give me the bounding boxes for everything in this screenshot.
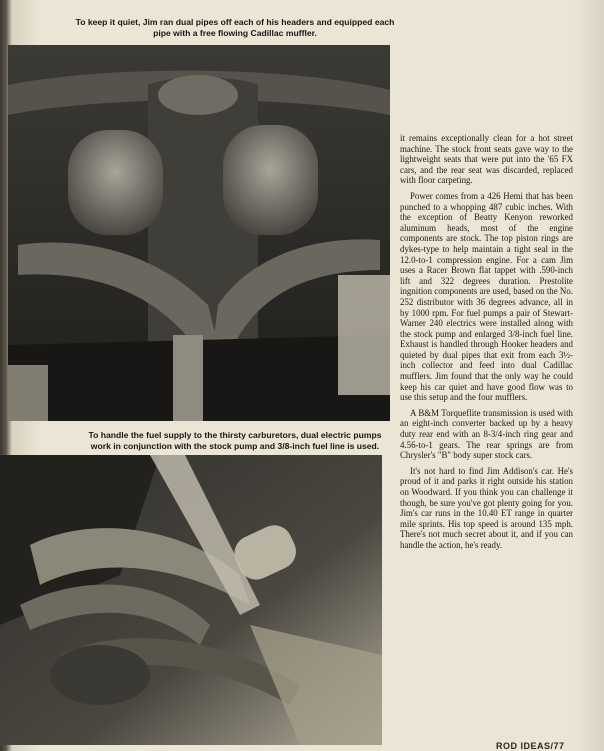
article-paragraph: It's not hard to find Jim Addison's car. He's proud of it and parks it right outside his station on Woodward. If you think you can challenge it though, be sure you've got plenty going for you. Jim's car runs in the 10.40 ET range in quarter mile sprints. His top speed is around 135 mph. There's not much secret about it, and if you can handle the action, he's ready. — [400, 465, 573, 550]
article-column — [400, 133, 573, 556]
page-edge-shadow — [574, 0, 604, 751]
page-folio: ROD IDEAS/77 — [496, 741, 565, 751]
article-paragraph: it remains exceptionally clean for a hot street machine. The stock front seats gave way to the lightweight seats that were put into the '65 FX cars, and the rear seat was discarded, replaced with floor carpeting. — [400, 133, 573, 186]
photo-caption-top: To keep it quiet, Jim ran dual pipes off each of his headers and equipped each pipe with a free flowing Cadillac muffler. — [75, 17, 395, 38]
photo-caption-middle: To handle the fuel supply to the thirsty carburetors, dual electric pumps work in conjunction with the stock pump and 3/8-inch fuel line is used. — [88, 430, 382, 451]
photo-fuel-pumps — [0, 455, 382, 745]
article-paragraph: A B&M Torqueflite transmission is used with an eight-inch converter backed up by a heavy duty rear end with an 8-3/4-inch ring gear and 4.56-to-1 gears. The rear springs are from Chrysler's "B" body super stock cars. — [400, 407, 573, 461]
article-paragraph: Power comes from a 426 Hemi that has been punched to a whopping 487 cubic inches. With the exception of Beatty Kenyon reworked aluminum heads, most of the engine components are stock. The top piston rings are dykes-type to help maintain a tight seal in the 12.0-to-1 compression engine. For a cam Jim uses a Racer Brown flat tappet with .590-inch lift and 322 degrees duration. Prestolite ingnition components are used, based on the No. 252 distributor with 36 degrees advance, all in by 1000 rpm. For fuel pumps a pair of Stewart-Warner 240 electrics were installed along with the stock pump and enlarged 3/8-inch fuel line. Exhaust is handled through Hooker headers and quieted by dual pipes that exit from each 3½-inch collector and feed into dual Cadillac mufflers. Jim found that the only way he could keep his car quiet and have good flow was to use this setup and the four mufflers. — [400, 190, 573, 403]
photo-underside-mufflers — [8, 45, 390, 421]
